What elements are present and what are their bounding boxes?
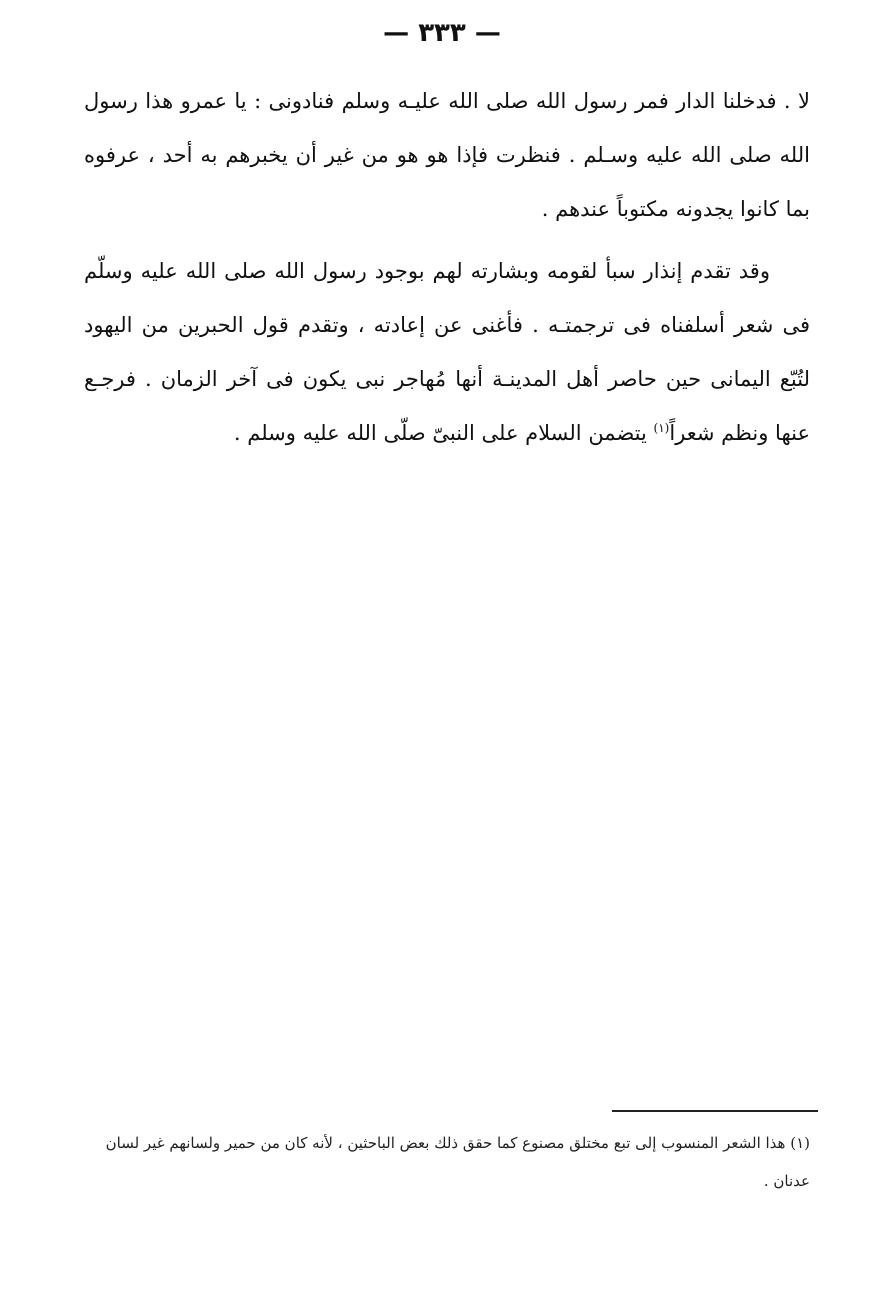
footnote-divider <box>612 1110 818 1112</box>
footnote-1: (١) هذا الشعر المنسوب إلى تبع مختلق مصنوع كما حقق ذلك بعض الباحثين ، لأنه كان من حمير ولسانهم غير لسان عدنان . <box>105 1134 810 1190</box>
footnotes <box>84 1124 810 1200</box>
paragraph-2 <box>84 244 810 460</box>
page-number: — ٣٣٣ — <box>383 18 501 48</box>
paragraph-2-end: يتضمن السلام على النبىّ صلّى الله عليه وسلم . <box>233 421 654 445</box>
paragraph-2-text: وقد تقدم إنذار سبأ لقومه وبشارته لهم بوجود رسول الله صلى الله عليه وسلّم فى شعر أسلفناه فى ترجمتـه . فأغنى عن إعادته ، وتقدم قول الحبرين من اليهود لتُبّع اليمانى حين حاصر أهل المدينـة أنها مُهاجر نبى يكون فى آخر الزمان . فرجـع عنها ونظم شعراً <box>84 259 810 445</box>
footnote-reference: (١) <box>653 421 670 435</box>
main-text <box>84 74 810 460</box>
paragraph-1: لا . فدخلنا الدار فمر رسول الله صلى الله عليـه وسلم فنادونى : يا عمرو هذا رسول الله صلى الله عليه وسـلم . فنظرت فإذا هو هو من غير أن يخبرهم به أحد ، عرفوه بما كانوا يجدونه مكتوباً عندهم . <box>84 89 810 221</box>
